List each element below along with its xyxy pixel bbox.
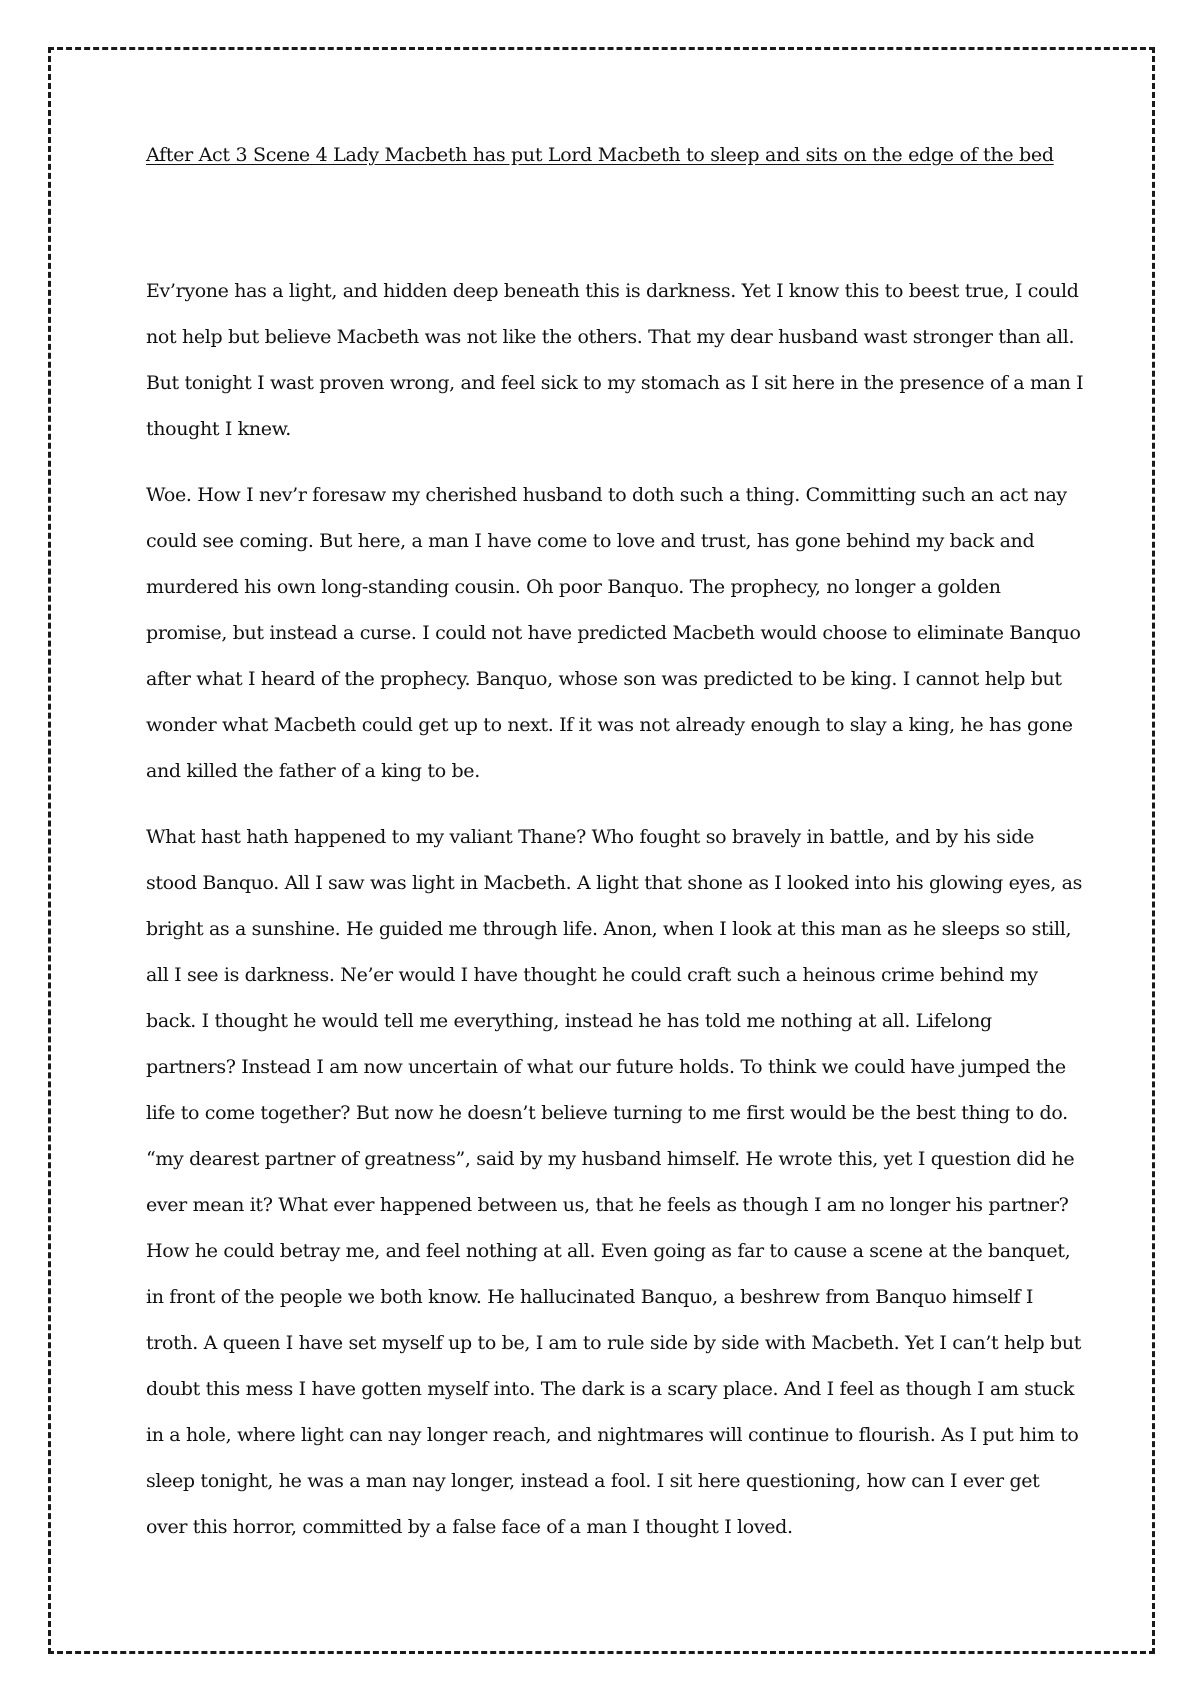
paragraph: What hast hath happened to my valiant Thane? Who fought so bravely in battle, and by his side stood Banquo. All I saw was light in Macbeth. A light that shone as I looked into his glowing eyes, as bright as a sunshine. He guided me through life. Anon, when I look at this man as he sleeps so still, all I see is darkness. Ne’er would I have thought he could craft such a heinous crime behind my back. I thought he would tell me everything, instead he has told me nothing at all. Lifelong partners? Instead I am now uncertain of what our future holds. To think we could have jumped the life to come together? But now he doesn’t believe turning to me first would be the best thing to do. “my dearest partner of greatness”, said by my husband himself. He wrote this, yet I question did he ever mean it? What ever happened between us, that he feels as though I am no longer his partner? How he could betray me, and feel nothing at all. Even going as far to cause a scene at the banquet, in front of the people we both know. He hallucinated Banquo, a beshrew from Banquo himself I troth. A queen I have set myself up to be, I am to rule side by side with Macbeth. Yet I can’t help but doubt this mess I have gotten myself into. The dark is a scary place. And I feel as though I am stuck in a hole, where light can nay longer reach, and nightmares will continue to flourish. As I put him to sleep tonight, he was a man nay longer, instead a fool. I sit here questioning, how can I ever get over this horror, committed by a false face of a man I thought I loved. [146, 826, 1082, 1538]
document-body [146, 268, 1086, 1550]
document-title: After Act 3 Scene 4 Lady Macbeth has put Lord Macbeth to sleep and sits on the edge of the bed [146, 144, 1054, 166]
paragraph: Ev’ryone has a light, and hidden deep beneath this is darkness. Yet I know this to beest true, I could not help but believe Macbeth was not like the others. That my dear husband wast stronger than all. But tonight I wast proven wrong, and feel sick to my stomach as I sit here in the presence of a man I thought I knew. [146, 280, 1084, 440]
document-content [146, 140, 1086, 1550]
paragraph: Woe. How I nev’r foresaw my cherished husband to doth such a thing. Committing such an act nay could see coming. But here, a man I have come to love and trust, has gone behind my back and murdered his own long-standing cousin. Oh poor Banquo. The prophecy, no longer a golden promise, but instead a curse. I could not have predicted Macbeth would choose to eliminate Banquo after what I heard of the prophecy. Banquo, whose son was predicted to be king. I cannot help but wonder what Macbeth could get up to next. If it was not already enough to slay a king, he has gone and killed the father of a king to be. [146, 484, 1081, 782]
